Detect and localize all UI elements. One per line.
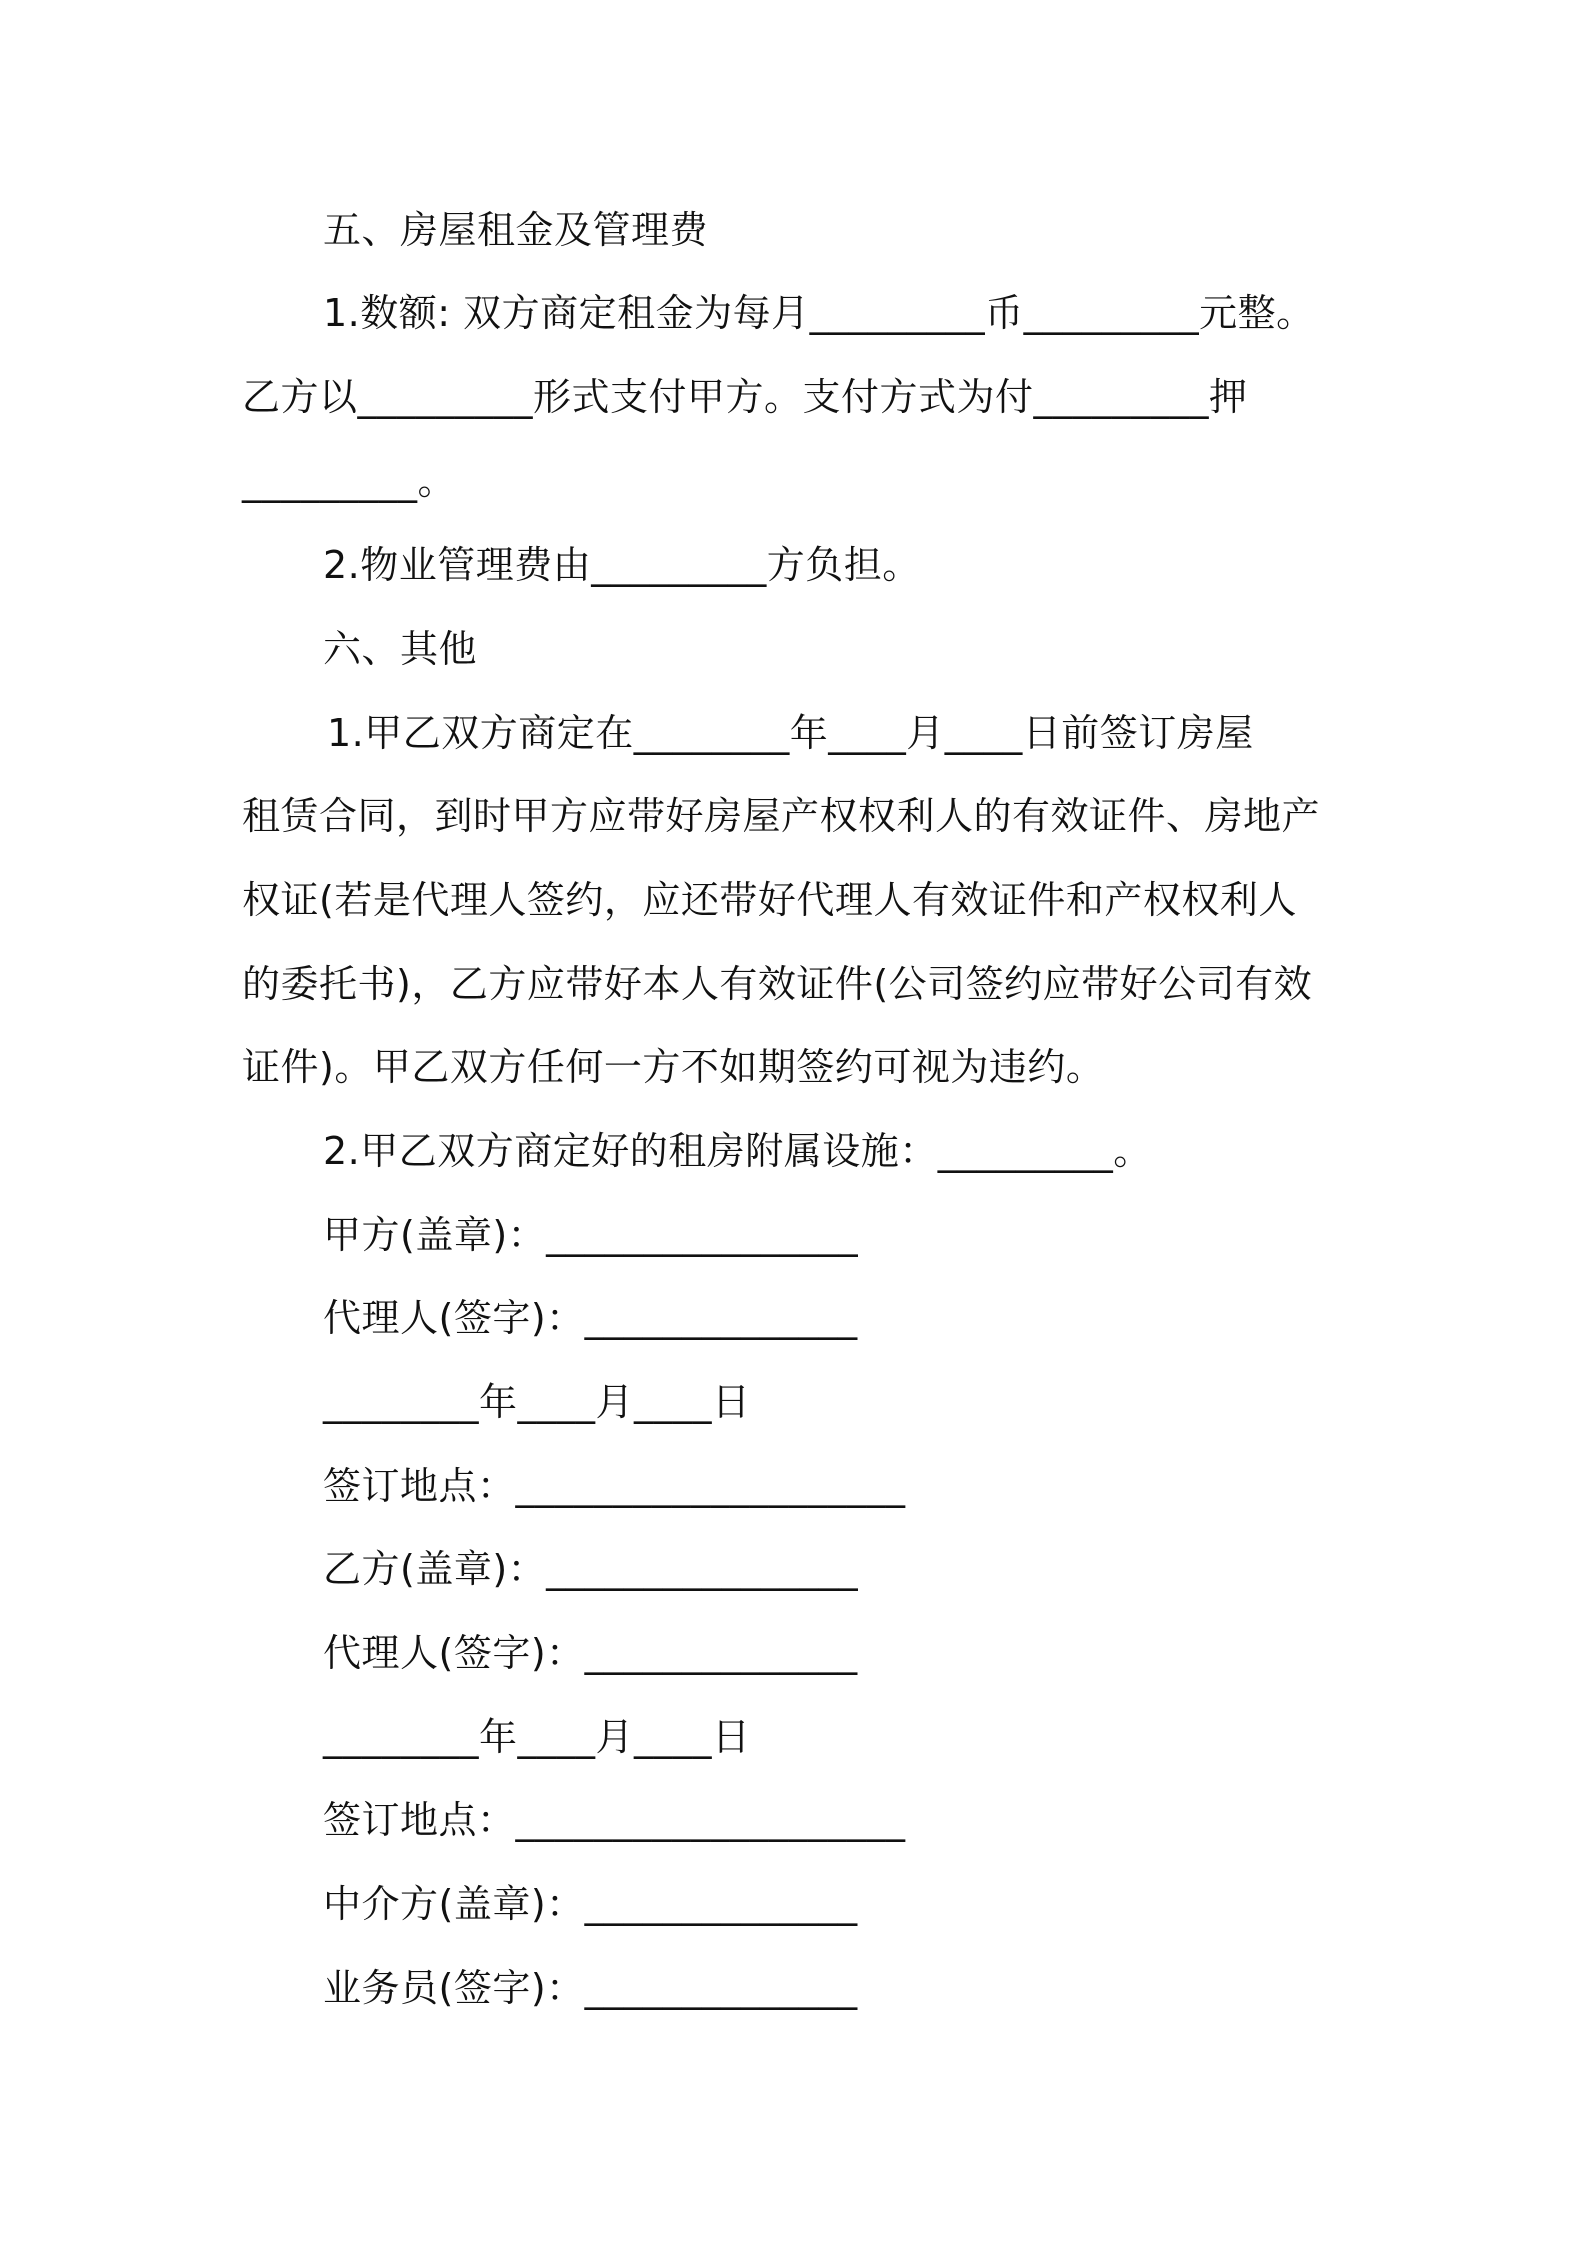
facilities-clause: 2.甲乙双方商定好的租房附属设施：_________。 bbox=[323, 1129, 1152, 1173]
party-a-date: ________年____月____日 bbox=[323, 1380, 751, 1424]
signing-clause-line-4: 的委托书)，乙方应带好本人有效证件(公司签约应带好公司有效 bbox=[242, 962, 1313, 1006]
rent-amount-line-1: 1.数额: 双方商定租金为每月_________币_________元整。 bbox=[323, 291, 1315, 335]
party-b-agent: 代理人(签字)：______________ bbox=[323, 1631, 858, 1675]
signing-clause-line-1: 1.甲乙双方商定在________年____月____日前签订房屋 bbox=[327, 711, 1254, 755]
signing-clause-line-5: 证件)。甲乙双方任何一方不如期签约可视为违约。 bbox=[242, 1045, 1105, 1089]
signing-clause-line-2: 租赁合同，到时甲方应带好房屋产权权利人的有效证件、房地产 bbox=[242, 794, 1321, 838]
party-a-place: 签订地点：____________________ bbox=[323, 1464, 906, 1508]
management-fee-clause: 2.物业管理费由_________方负担。 bbox=[323, 543, 921, 587]
party-a-seal: 甲方(盖章)：________________ bbox=[323, 1213, 859, 1257]
party-b-seal: 乙方(盖章)：________________ bbox=[323, 1547, 859, 1591]
party-b-place: 签订地点：____________________ bbox=[323, 1798, 906, 1842]
party-b-date: ________年____月____日 bbox=[323, 1715, 751, 1759]
rent-amount-line-3: _________。 bbox=[242, 459, 457, 503]
party-a-agent: 代理人(签字)：______________ bbox=[323, 1296, 858, 1340]
intermediary-clerk: 业务员(签字)：______________ bbox=[323, 1966, 858, 2010]
section-5-heading: 五、房屋租金及管理费 bbox=[323, 208, 709, 252]
section-6-heading: 六、其他 bbox=[323, 627, 478, 671]
rent-amount-line-2: 乙方以_________形式支付甲方。支付方式为付_________押 bbox=[242, 375, 1248, 419]
signing-clause-line-3: 权证(若是代理人签约，应还带好代理人有效证件和产权权利人 bbox=[242, 878, 1297, 922]
intermediary-seal: 中介方(盖章)：______________ bbox=[323, 1882, 858, 1926]
